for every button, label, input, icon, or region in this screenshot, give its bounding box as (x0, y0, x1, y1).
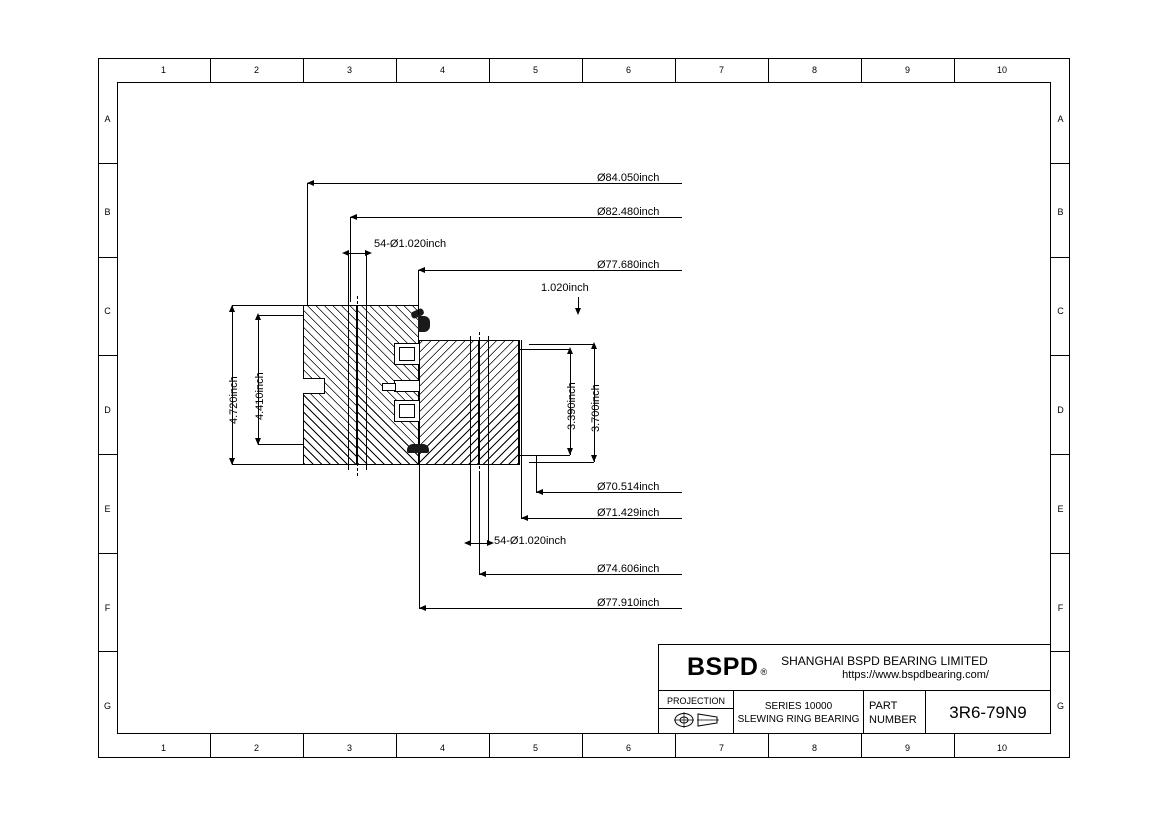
outer-bolt-centerline (357, 296, 358, 476)
dim-arrow-inner-race (521, 515, 528, 521)
dim-arrow-inner-ring-od (419, 605, 426, 611)
dim-line-hole-top (348, 253, 366, 254)
ext-line-inner-ring-od (419, 465, 420, 608)
dim-label-height-inner: 4.410inch (254, 372, 266, 420)
inner-ring-bottom-edge (419, 464, 519, 465)
dim-label-inner-race: Ø71.429inch (597, 507, 660, 519)
projection-circle-icon (674, 712, 694, 728)
inner-ring-hatch-right (479, 340, 519, 465)
zone-tick-top-2 (303, 58, 304, 82)
zone-right-G: G (1056, 701, 1064, 711)
ext-hole-bottom-right (488, 465, 489, 543)
zone-bottom-10: 10 (996, 743, 1007, 753)
zone-tick-right-2 (1051, 257, 1070, 258)
zone-tick-bottom-6 (675, 734, 676, 758)
ext-line-outer-ring-id (418, 270, 419, 315)
zone-tick-left-3 (98, 355, 117, 356)
zone-top-9: 9 (904, 65, 910, 75)
part-label-line-1: PART (869, 699, 898, 712)
zone-tick-bottom-3 (396, 734, 397, 758)
dim-label-bolt-circle-outer: Ø82.480inch (597, 206, 660, 218)
first-angle-projection-icon (674, 709, 719, 731)
registered-trademark-icon: ® (760, 667, 768, 677)
ext-hole-top-left (348, 253, 349, 303)
zone-bottom-9: 9 (904, 743, 910, 753)
zone-tick-top-1 (210, 58, 211, 82)
dim-label-hole-bottom: 54-Ø1.020inch (494, 535, 567, 547)
zone-tick-top-9 (954, 58, 955, 82)
zone-right-E: E (1057, 504, 1064, 514)
series-line-1: SERIES 10000 (764, 700, 833, 712)
outer-bolt-hole-line-right (366, 300, 367, 470)
ext-line-inner-bore (536, 455, 537, 492)
title-block-body (659, 691, 1050, 734)
zone-tick-right-5 (1051, 553, 1070, 554)
zone-tick-left-4 (98, 454, 117, 455)
raceway-gap-notch (382, 383, 396, 391)
zone-tick-top-5 (582, 58, 583, 82)
seal-upper-b (418, 316, 430, 332)
dim-label-outer-od: Ø84.050inch (597, 172, 660, 184)
zone-top-2: 2 (253, 65, 259, 75)
dim-arrow-hole-dia (575, 308, 581, 315)
dim-label-inner-bore: Ø70.514inch (597, 481, 660, 493)
zone-bottom-8: 8 (811, 743, 817, 753)
dim-label-width-inner-a: 3.390inch (566, 382, 578, 430)
ext-line-bolt-circle-outer (350, 217, 351, 302)
zone-bottom-4: 4 (439, 743, 445, 753)
ext-width-inner-b-bottom (529, 462, 594, 463)
zone-tick-right-6 (1051, 651, 1070, 652)
inner-ring-right-edge (519, 340, 520, 465)
zone-top-8: 8 (811, 65, 817, 75)
ext-width-inner-b-top (529, 344, 594, 345)
zone-bottom-2: 2 (253, 743, 259, 753)
dim-label-height-total: 4.720inch (228, 376, 240, 424)
company-logo: BSPD (687, 653, 759, 681)
roller-upper (399, 347, 415, 361)
ext-hole-bottom-left (470, 465, 471, 543)
inner-ring-top-edge (419, 340, 519, 341)
zone-tick-bottom-2 (303, 734, 304, 758)
dim-arrow-bolt-circle-outer (350, 214, 357, 220)
zone-tick-right-3 (1051, 355, 1070, 356)
dim-label-hole-dia: 1.020inch (541, 282, 589, 294)
dim-arrow-inner-bore (536, 489, 543, 495)
zone-right-D: D (1057, 405, 1064, 415)
zone-top-4: 4 (439, 65, 445, 75)
inner-bolt-hole-line-left (470, 336, 471, 469)
zone-tick-left-2 (98, 257, 117, 258)
zone-tick-bottom-8 (861, 734, 862, 758)
zone-top-7: 7 (718, 65, 724, 75)
zone-top-10: 10 (996, 65, 1007, 75)
part-number-value-cell (926, 691, 1050, 734)
zone-right-A: A (1057, 114, 1064, 124)
ext-width-inner-a-bottom (519, 455, 570, 456)
zone-tick-top-4 (489, 58, 490, 82)
dim-arrow-outer-ring-id (418, 267, 425, 273)
raceway-pocket-middle (394, 380, 420, 392)
dim-label-hole-top: 54-Ø1.020inch (374, 238, 447, 250)
dim-arrow-width-inner-a-bottom (567, 448, 573, 455)
zone-left-A: A (104, 114, 111, 124)
zone-top-1: 1 (160, 65, 166, 75)
company-website[interactable]: https://www.bspdbearing.com/ (842, 669, 989, 681)
zone-top-5: 5 (532, 65, 538, 75)
ext-height-total-bottom (232, 464, 304, 465)
zone-tick-top-7 (768, 58, 769, 82)
dim-arrow-width-inner-b-bottom (591, 455, 597, 462)
series-cell (734, 691, 864, 734)
zone-tick-left-6 (98, 651, 117, 652)
dim-label-bolt-circle-inner: Ø74.606inch (597, 563, 660, 575)
inner-bolt-centerline (479, 332, 480, 474)
ext-width-inner-a-top (519, 349, 570, 350)
dim-arrow-bolt-circle-inner (479, 571, 486, 577)
zone-top-6: 6 (625, 65, 631, 75)
zone-right-B: B (1057, 207, 1064, 217)
ext-height-inner-bottom (258, 444, 304, 445)
zone-bottom-6: 6 (625, 743, 631, 753)
zone-left-C: C (104, 306, 111, 316)
zone-left-E: E (104, 504, 111, 514)
projection-cone-icon (697, 712, 719, 728)
outer-ring-step-notch (303, 378, 325, 394)
ext-line-inner-race (521, 340, 522, 518)
zone-left-F: F (104, 603, 111, 613)
zone-bottom-1: 1 (160, 743, 166, 753)
dim-arrow-height-total-top (229, 305, 235, 312)
dim-label-width-inner-b: 3.700inch (590, 384, 602, 432)
ext-height-inner-top (258, 315, 304, 316)
zone-tick-left-1 (98, 163, 117, 164)
zone-tick-left-5 (98, 553, 117, 554)
dim-arrow-outer-od-left (307, 180, 314, 186)
zone-left-D: D (104, 405, 111, 415)
zone-tick-right-1 (1051, 163, 1070, 164)
seal-lower (407, 444, 429, 453)
part-number-label-cell (864, 691, 926, 734)
title-block (658, 644, 1051, 734)
title-block-header (659, 645, 1050, 691)
zone-tick-bottom-4 (489, 734, 490, 758)
dim-label-inner-ring-od: Ø77.910inch (597, 597, 660, 609)
zone-tick-bottom-5 (582, 734, 583, 758)
zone-tick-top-3 (396, 58, 397, 82)
company-name: SHANGHAI BSPD BEARING LIMITED (781, 654, 988, 668)
projection-cell (659, 691, 734, 734)
zone-bottom-3: 3 (346, 743, 352, 753)
part-label-line-2: NUMBER (869, 713, 917, 726)
series-line-2: SLEWING RING BEARING (737, 713, 860, 725)
zone-tick-bottom-9 (954, 734, 955, 758)
zone-bottom-5: 5 (532, 743, 538, 753)
ext-line-outer-od (307, 183, 308, 305)
zone-tick-right-4 (1051, 454, 1070, 455)
zone-left-G: G (103, 701, 111, 711)
part-number: 3R6-79N9 (949, 702, 1027, 722)
zone-top-3: 3 (346, 65, 352, 75)
zone-right-C: C (1057, 306, 1064, 316)
zone-tick-top-6 (675, 58, 676, 82)
zone-tick-bottom-7 (768, 734, 769, 758)
zone-tick-top-8 (861, 58, 862, 82)
outer-bolt-hole-line-left (348, 300, 349, 470)
zone-left-B: B (104, 207, 111, 217)
inner-bolt-hole-line-right (488, 336, 489, 469)
ext-hole-top-right (366, 253, 367, 303)
zone-right-F: F (1057, 603, 1064, 613)
roller-lower (399, 404, 415, 418)
projection-label: PROJECTION (659, 696, 733, 709)
ext-height-total-top (232, 305, 304, 306)
dim-label-outer-ring-id: Ø77.680inch (597, 259, 660, 271)
zone-bottom-7: 7 (718, 743, 724, 753)
ext-line-bolt-circle-inner (479, 474, 480, 574)
zone-tick-bottom-1 (210, 734, 211, 758)
